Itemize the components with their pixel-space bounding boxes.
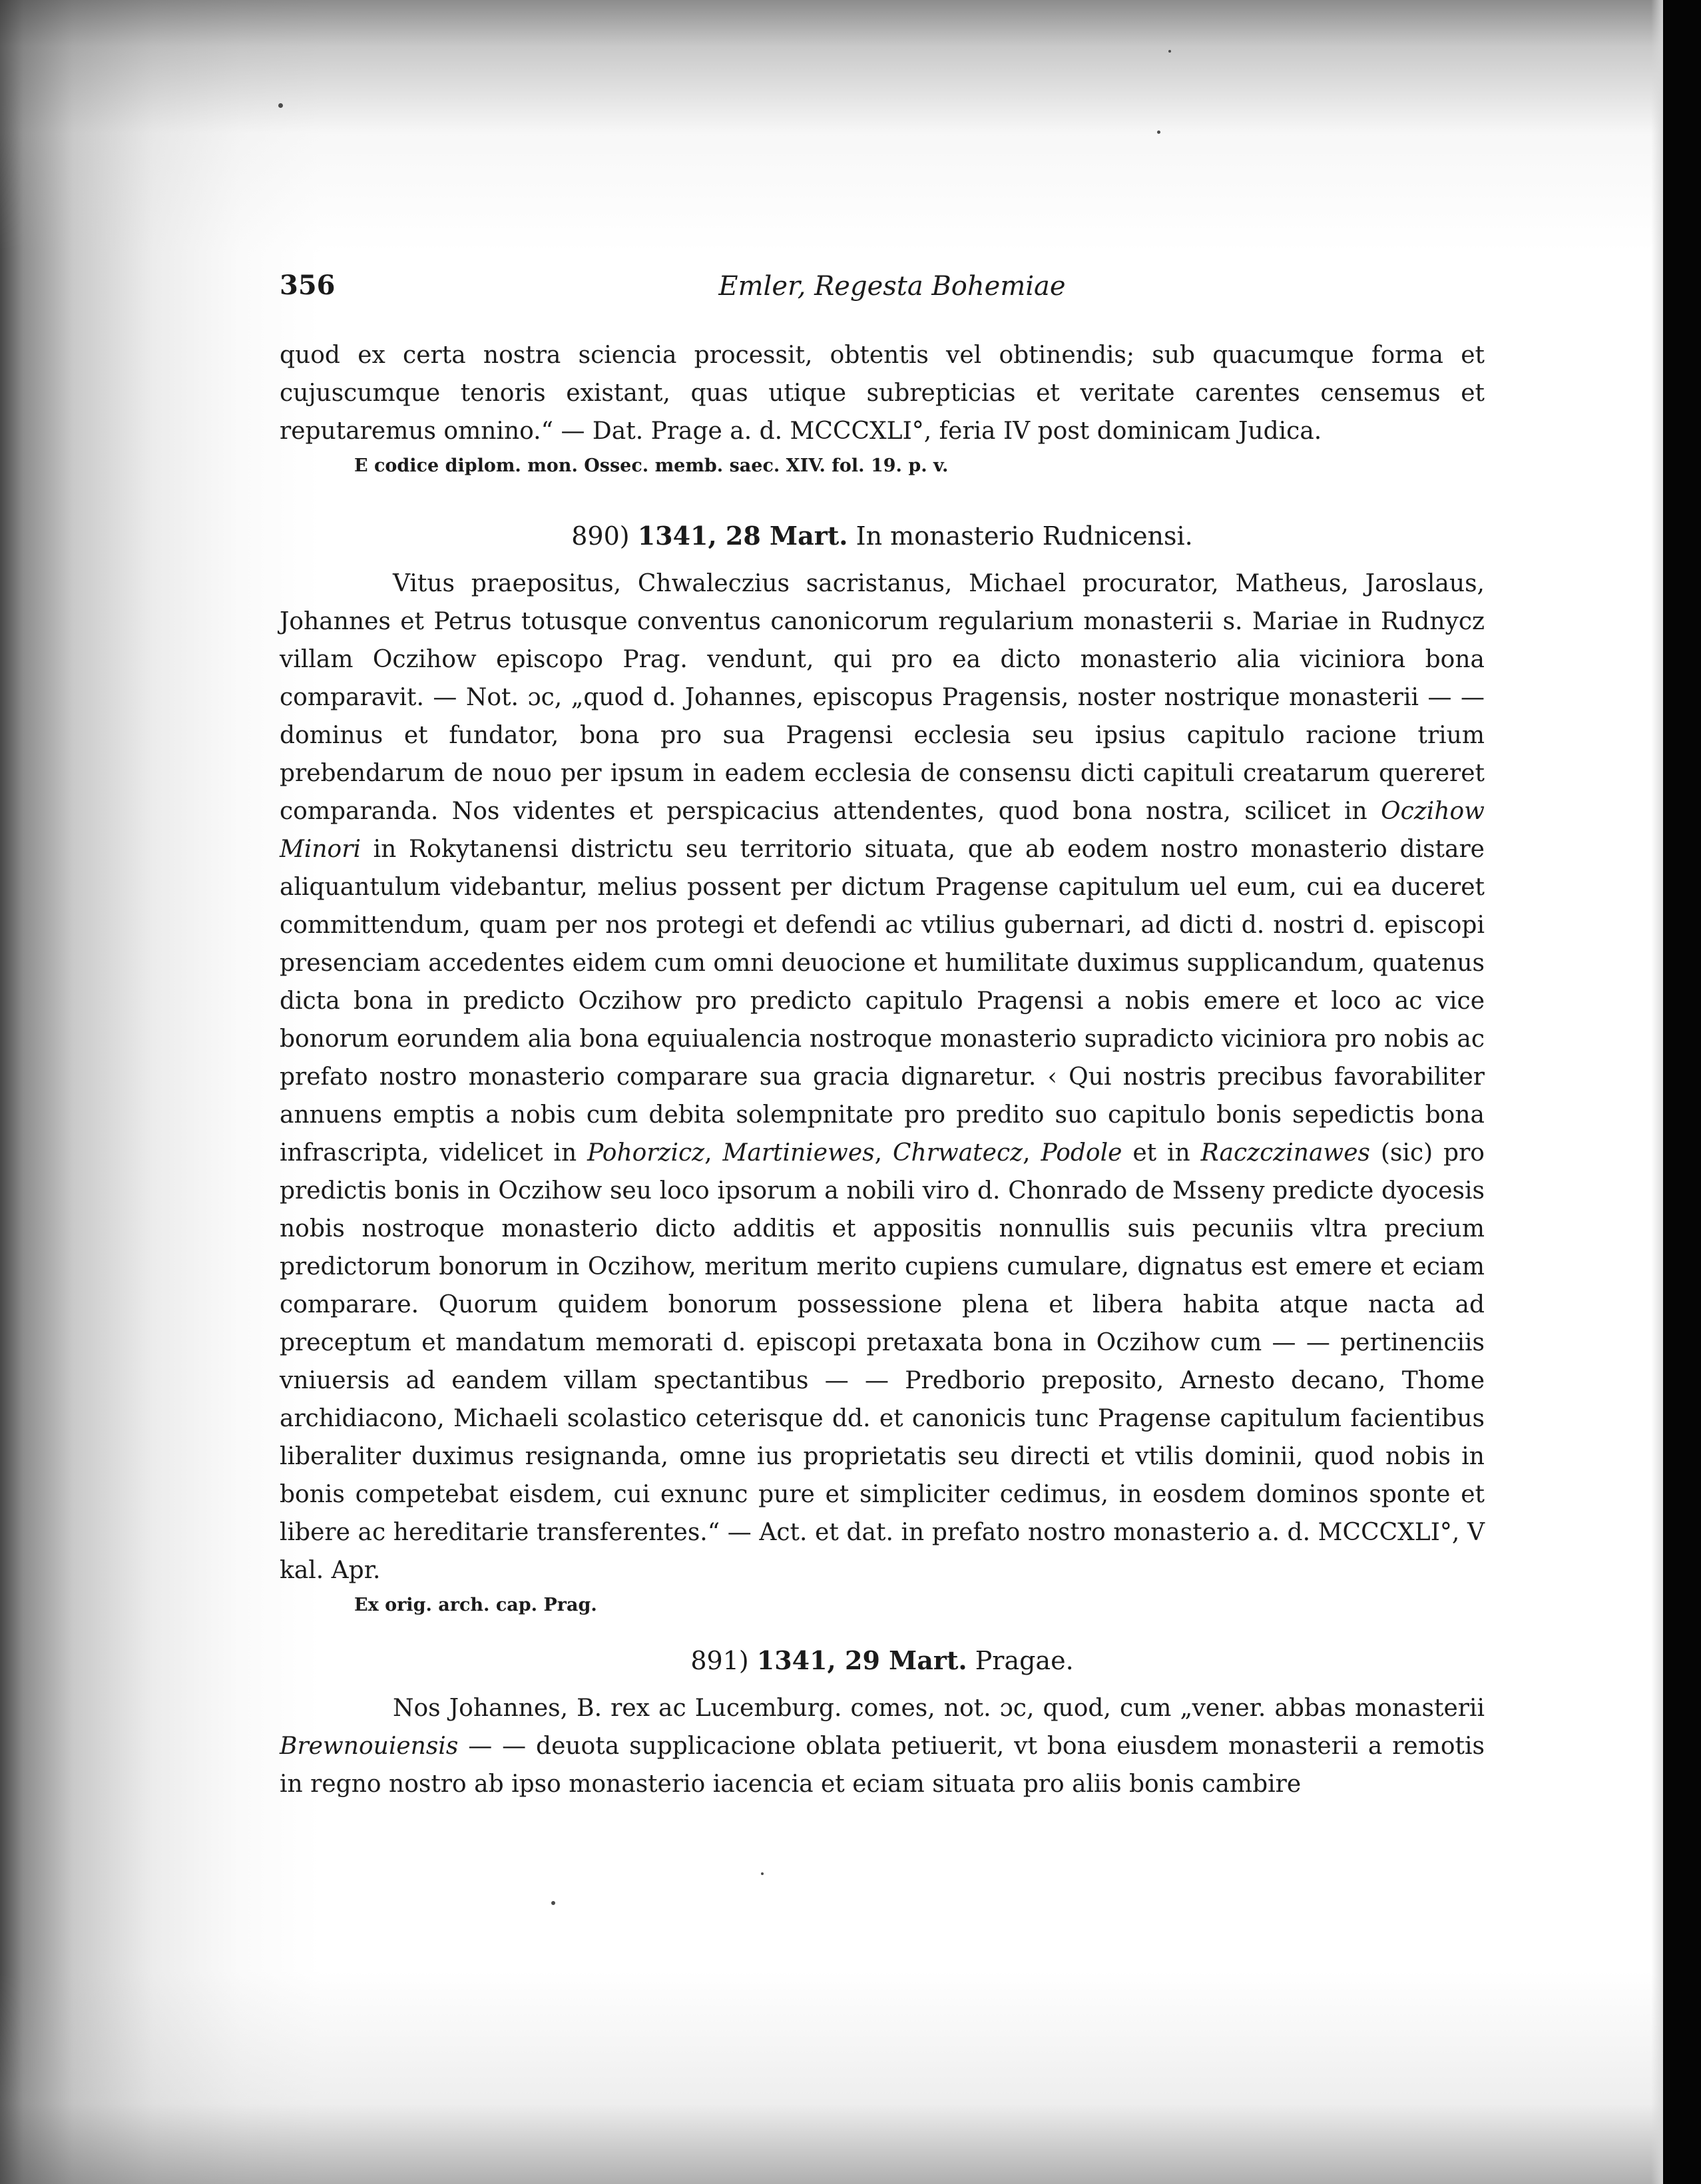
entry-heading-891 xyxy=(280,1641,1485,1680)
entry-text-891 xyxy=(280,1689,1485,1803)
place-name: Oczihow Minori xyxy=(280,798,1485,863)
source-note-890: Ex orig. arch. cap. Prag. xyxy=(354,1595,597,1615)
text-run: , xyxy=(704,1139,723,1167)
scan-shadow-bottom xyxy=(0,1971,1701,2184)
text-run: (sic) pro predictis bonis in Oczihow seu loco ipsorum a nobili viro d. Chonrado de Msseny predicte dyocesis nobis nostroque monasterio dicto additis et appositis nonnullis suis pecuniis vltra precium predictorum bonorum in Oczihow, meritum merito cupiens cumulare, dignatus est emere et eciam comparare. Quorum quidem bonorum possessione plena et libera habita atque nacta ad preceptum et mandatum memorati d. episcopi pretaxata bona in Oczihow cum — — pertinenciis vniuersis ad eandem villam spectantibus — — Predborio preposito, Arnesto decano, Thome archidiacono, Michaeli scolastico ceterisque dd. et canonicis tunc Pragense capitulum facientibus liberaliter duximus resignanda, omne ius proprietatis seu directi et vtilis dominii, quod nobis in bonis competebat eisdem, cui exnunc pure et simpliciter cedimus, in eosdem dominos sponte et libere ac hereditarie transferentes.“ — Act. et dat. in prefato nostro monasterio a. d. MCCCXLI°, V kal. Apr. xyxy=(280,1139,1485,1584)
scan-speck xyxy=(551,1901,555,1905)
scan-shadow-top xyxy=(0,0,1701,253)
place-name: Chrwatecz xyxy=(892,1139,1023,1167)
scan-speck xyxy=(1157,131,1160,134)
spacer xyxy=(280,482,1485,497)
source-note-889: E codice diplom. mon. Ossec. memb. saec. XIV. fol. 19. p. v. xyxy=(354,455,949,476)
scan-speck xyxy=(278,103,283,108)
page-edge-highlight xyxy=(1651,0,1663,2184)
entry-date: 1341, 29 Mart. xyxy=(756,1645,967,1675)
text-run: , xyxy=(1023,1139,1041,1167)
page-number: 356 xyxy=(280,270,336,301)
text-run: — — deuota supplicacione oblata petiuerit, vt bona eiusdem monasterii a remotis in regno nostro ab ipso monasterio iacencia et eciam situata pro aliis bonis cambire xyxy=(280,1733,1485,1798)
text-run: Vitus praepositus, Chwaleczius sacristanus, Michael procurator, Matheus, Jaroslaus, Johannes et Petrus totusque conventus canonicorum regularium monasterii s. Mariae in Rudnycz villam Oczihow episcopo Prag. vendunt, qui pro ea dicto monasterio alia viciniora bona comparavit. — Not. ɔc, „quod d. Johannes, episcopus Pragensis, noster nostrique monasterii — — dominus et fundator, bona pro sua Pragensi ecclesia seu ipsius capitulo racione trium prebendarum de nouo per ipsum in eadem ecclesia de consensu dicti capituli creatarum quereret comparanda. Nos videntes et perspicacius attendentes, quod bona nostra, scilicet in xyxy=(280,570,1485,825)
text-run: , xyxy=(874,1139,893,1167)
place-name: Pohorzicz xyxy=(587,1139,705,1167)
entry-place: In monasterio Rudnicensi. xyxy=(855,521,1193,551)
place-name: Brewnouiensis xyxy=(280,1733,459,1760)
scan-speck xyxy=(761,1872,764,1875)
place-name: Martiniewes xyxy=(722,1139,875,1167)
text-run: et in xyxy=(1122,1139,1201,1167)
text-run: in Rokytanensi districtu seu territorio situata, que ab eodem nostro monasterio distare aliquantulum videbantur, melius possent per dictum Pragense capitulum uel eum, cui ea duceret committendum, quam per nos protegi et defendi ac vtilius gubernari, ad dicti d. nostri d. episcopi presenciam accedentes eidem cum omni deuocione et humilitate duximus supplicandum, quatenus dicta bona in predicto Oczihow pro predicto capitulo Pragensi a nobis emere et loco ac vice bonorum eorundem alia bona equiualencia nostroque monasterio supradicto viciniora pro nobis ac prefato nostro monasterio comparare sua gracia dignaretur. ‹ Qui nostris precibus favorabiliter annuens emptis a nobis cum debita solempnitate pro predito suo capitulo bonis sepedictis bona infrascripta, videlicet in xyxy=(280,836,1485,1167)
entry-text-890 xyxy=(280,565,1485,1589)
entry-number: 891) xyxy=(690,1646,749,1675)
running-title: Emler, Regesta Bohemiae xyxy=(718,271,1066,302)
continuation-paragraph: quod ex certa nostra sciencia processit, obtentis vel obtinendis; sub quacumque forma et cujuscumque tenoris existant, quas utique subrepticias et veritate carentes censemus et reputaremus omnino.“ — Dat. Prage a. d. MCCCXLI°, feria IV post dominicam Judica. xyxy=(280,342,1485,445)
entry-date: 1341, 28 Mart. xyxy=(637,521,848,551)
entry-place: Pragae. xyxy=(975,1646,1074,1675)
entry-number: 890) xyxy=(571,521,630,551)
page-header xyxy=(280,270,1505,310)
entry-heading-890 xyxy=(280,517,1485,555)
text-run: Nos Johannes, B. rex ac Lucemburg. comes, not. ɔc, quod, cum „vener. abbas monasterii xyxy=(393,1695,1485,1722)
scan-border-right xyxy=(1663,0,1701,2184)
place-name: Podole xyxy=(1041,1139,1122,1167)
scan-speck xyxy=(1168,50,1171,53)
page-body xyxy=(280,336,1485,1803)
place-name: Raczczinawes xyxy=(1200,1139,1371,1167)
